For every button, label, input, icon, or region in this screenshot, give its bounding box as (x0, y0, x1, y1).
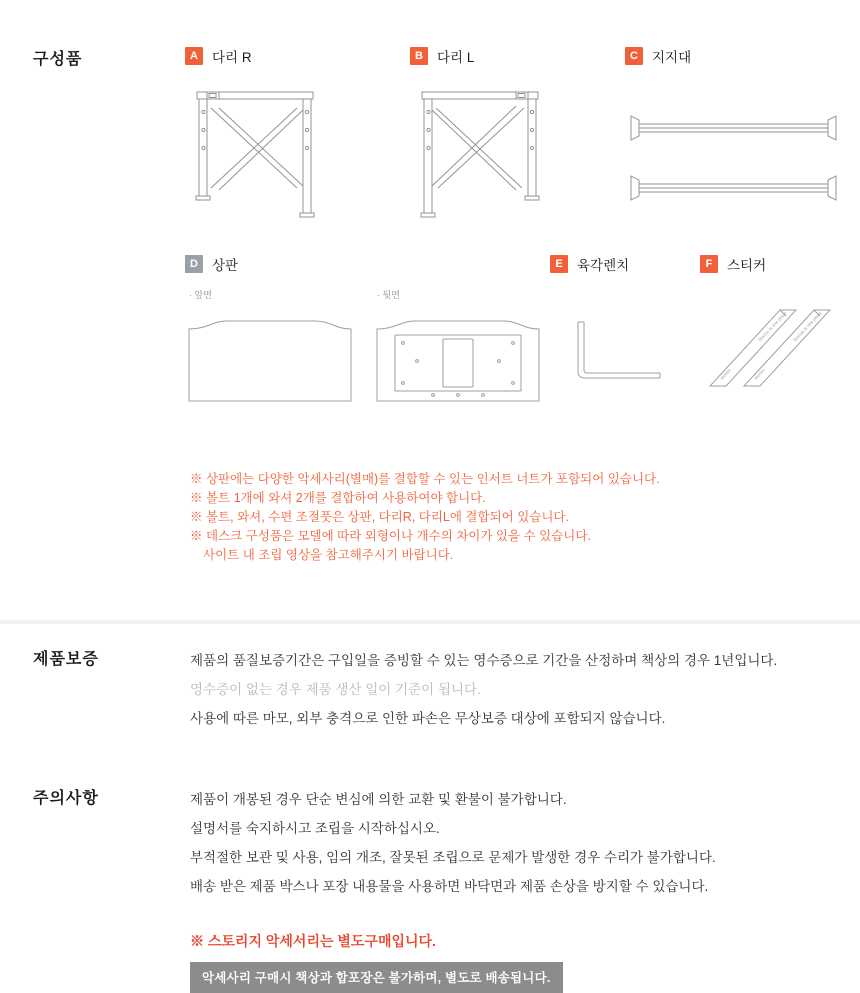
badge-d: D (185, 255, 203, 273)
part-group-f (700, 254, 850, 416)
part-name-f: 스티커 (727, 258, 767, 273)
part-label-b (410, 46, 550, 66)
note-line-4: ※ 데스크 구성품은 모델에 따라 외형이나 개수의 차이가 있을 수 있습니다. (190, 529, 591, 543)
badge-c: C (625, 47, 643, 65)
accessory-shipping-badge: 악세사리 구매시 책상과 합포장은 불가하며, 별도로 배송됩니다. (190, 962, 563, 993)
topboard-views (185, 288, 543, 408)
part-illustration-hex-wrench (550, 286, 670, 396)
accessory-highlight-note: ※ 스토리지 악세서리는 별도구매입니다. (190, 933, 436, 949)
warranty-line-2: 영수증이 없는 경우 제품 생산 일이 기준이 됩니다. (190, 682, 481, 697)
parts-notes (190, 470, 660, 565)
caution-line-2: 설명서를 숙지하시고 조립을 시작하십시오. (190, 821, 440, 836)
badge-a: A (185, 47, 203, 65)
part-label-f (700, 254, 850, 274)
caution-line-1: 제품이 개봉된 경우 단순 변심에 의한 교환 및 환불이 불가합니다. (190, 792, 567, 807)
part-name-d: 상판 (212, 258, 239, 273)
sticker-tagline-2: Storize is one place (792, 310, 823, 343)
part-illustration-sticker (700, 286, 850, 416)
part-group-d (185, 254, 543, 408)
parts-row-1 (185, 46, 845, 221)
topboard-front-caption: · 앞면 (189, 290, 212, 300)
warranty-line-1: 제품의 품질보증기간은 구입일을 증빙할 수 있는 영수증으로 기간을 산정하며 책상의 경우 1년입니다. (190, 653, 778, 668)
part-group-b (410, 46, 550, 228)
note-line-2: ※ 볼트 1개에 와셔 2개를 결합하여 사용하여야 합니다. (190, 491, 486, 505)
sticker-logo-2: storize (753, 367, 766, 381)
part-group-e (550, 254, 670, 396)
part-illustration-support-bars (625, 78, 850, 208)
info-section (0, 624, 860, 993)
part-name-c: 지지대 (652, 50, 692, 65)
note-line-5: 사이트 내 조립 영상을 참고해주시기 바랍니다. (203, 548, 454, 562)
warranty-line-3: 사용에 따른 마모, 외부 충격으로 인한 파손은 무상보증 대상에 포함되지 않습니다. (190, 711, 666, 726)
caution-line-3: 부적절한 보관 및 사용, 임의 개조, 잘못된 조립으로 문제가 발생한 경우 수리가 불가합니다. (190, 850, 716, 865)
sticker-tagline-1: Storize is one place (757, 310, 788, 343)
parts-row-2 (185, 254, 845, 404)
badge-f: F (700, 255, 718, 273)
warranty-block (0, 646, 860, 733)
topboard-back-view (373, 288, 543, 408)
sticker-logo-1: storize (719, 367, 732, 381)
part-group-a (185, 46, 325, 228)
part-label-c (625, 46, 850, 66)
part-illustration-leg-r (185, 78, 325, 228)
part-label-e (550, 254, 670, 274)
part-name-a: 다리 R (212, 50, 252, 65)
parts-grid (185, 46, 845, 404)
part-name-e: 육각렌치 (577, 258, 630, 273)
note-line-3: ※ 볼트, 와셔, 수편 조절풋은 상판, 다리R, 다리L에 결합되어 있습니다. (190, 510, 569, 524)
part-name-b: 다리 L (437, 50, 475, 65)
caution-block (0, 785, 860, 993)
note-line-1: ※ 상판에는 다양한 악세사리(별매)를 결합할 수 있는 인서트 너트가 포함되어 있습니다. (190, 472, 660, 486)
badge-b: B (410, 47, 428, 65)
section-title-parts: 구성품 (33, 51, 83, 68)
topboard-front-view (185, 288, 355, 408)
part-label-d (185, 254, 543, 274)
topboard-back-caption: · 뒷면 (377, 290, 400, 300)
part-illustration-leg-l (410, 78, 550, 228)
section-title-warranty: 제품보증 (33, 651, 99, 668)
caution-line-4: 배송 받은 제품 박스나 포장 내용물을 사용하면 바닥면과 제품 손상을 방지할 수 있습니다. (190, 879, 709, 894)
part-group-c (625, 46, 850, 208)
part-label-a (185, 46, 325, 66)
section-title-caution: 주의사항 (33, 790, 99, 807)
badge-e: E (550, 255, 568, 273)
